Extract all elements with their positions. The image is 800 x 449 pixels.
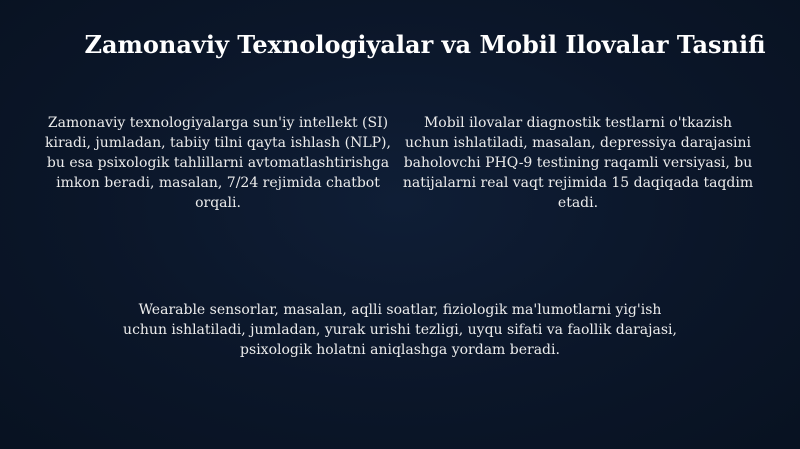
paragraph-mobile-apps: Mobil ilovalar diagnostik testlarni o'tkazish uchun ishlatiladi, masalan, depressiya darajasini baholovchi PHQ-9 testining raqamli versiyasi, bu natijalarni real vaqt rejimida 15 daqiqada taqdim etadi.	[402, 115, 754, 211]
paragraph-ai-technologies: Zamonaviy texnologiyalarga sun'iy intellekt (SI) kiradi, jumladan, tabiiy tilni qayta ishlash (NLP), bu esa psixologik tahlillarni avtomatlashtirishga imkon beradi, masalan, 7/24 rejimida chatbot orqali.	[45, 115, 391, 211]
slide-title: Zamonaviy Texnologiyalar va Mobil Ilovalar Tasnifi	[84, 30, 766, 59]
paragraph-wearable-sensors: Wearable sensorlar, masalan, aqlli soatlar, fiziologik ma'lumotlarni yig'ish uchun ishlatiladi, jumladan, yurak urishi tezligi, uyqu sifati va faollik darajasi, psixologik holatni aniqlashga yordam beradi.	[123, 302, 677, 358]
